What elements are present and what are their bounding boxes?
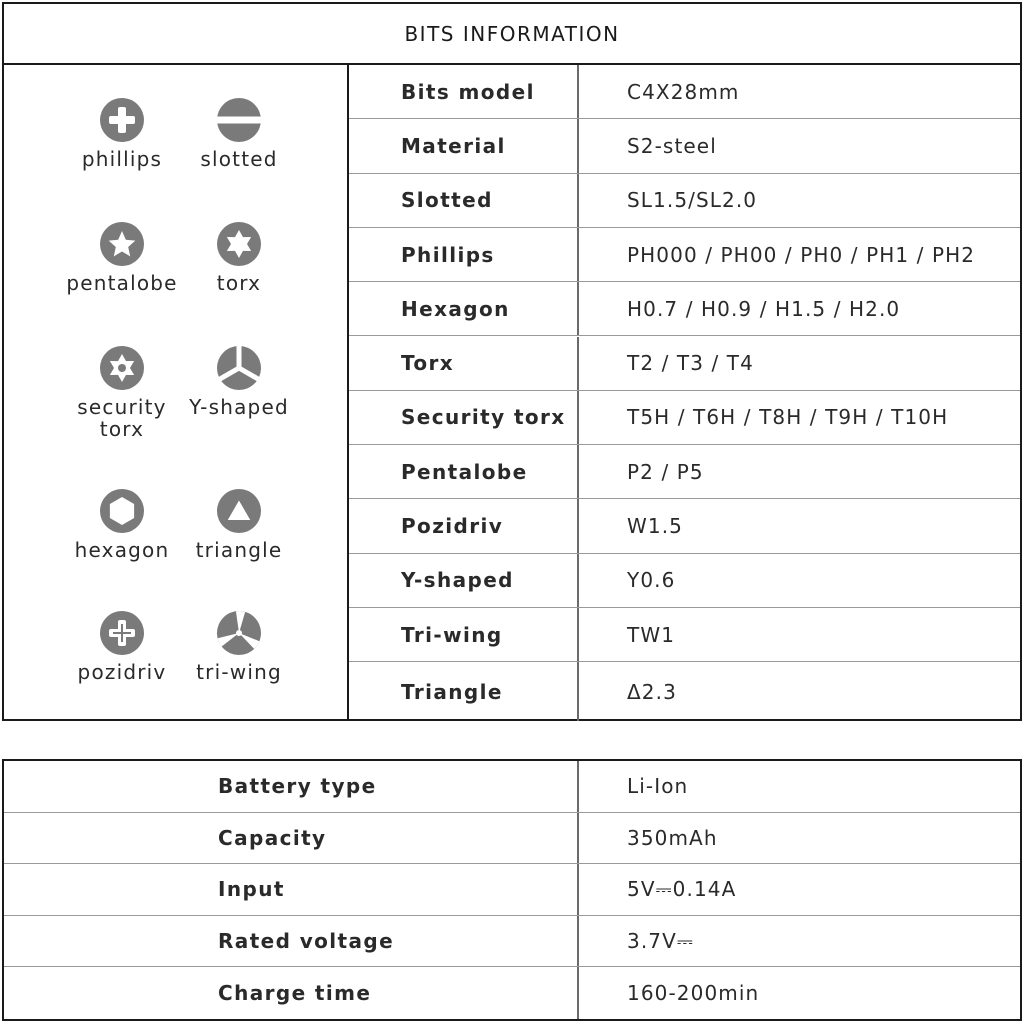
battery-spec-value: 3.7V⎓ xyxy=(627,929,694,954)
bits-spec-key: Torx xyxy=(349,337,579,390)
bits-spec-key: Slotted xyxy=(349,174,579,227)
security-torx-icon xyxy=(100,346,144,390)
bit-icon-slotted xyxy=(174,98,304,170)
bit-icon-label: slotted xyxy=(200,147,278,171)
bit-icon-security-torx xyxy=(57,346,187,440)
bits-spec-key: Phillips xyxy=(349,228,579,281)
bits-spec-value: SL1.5/SL2.0 xyxy=(627,188,758,213)
bits-spec-value: C4X28mm xyxy=(627,79,740,104)
bit-icon-pentalobe xyxy=(57,222,187,294)
bits-spec-value: TW1 xyxy=(627,622,676,647)
bit-icon-pozidriv xyxy=(57,611,187,683)
bits-table-row xyxy=(349,228,1020,282)
bits-spec-key: Tri-wing xyxy=(349,608,579,661)
battery-table-row xyxy=(4,761,1020,813)
bits-information-title: BITS INFORMATION xyxy=(4,4,1020,65)
triangle-icon xyxy=(217,489,261,533)
bits-table-row xyxy=(349,337,1020,391)
battery-table-row xyxy=(4,864,1020,916)
bits-spec-value: PH000 / PH00 / PH0 / PH1 / PH2 xyxy=(627,242,976,267)
bit-icon-tri-wing xyxy=(174,611,304,683)
battery-spec-key: Capacity xyxy=(4,813,579,864)
battery-spec-panel xyxy=(2,759,1022,1021)
bits-spec-key: Material xyxy=(349,119,579,172)
bits-table-row xyxy=(349,391,1020,445)
bits-table-row xyxy=(349,282,1020,336)
bits-table-row xyxy=(349,499,1020,553)
bits-table-row xyxy=(349,119,1020,173)
hexagon-icon xyxy=(100,489,144,533)
bit-icon-label: torx xyxy=(216,271,262,295)
bits-table-row xyxy=(349,554,1020,608)
bits-spec-key: Triangle xyxy=(349,662,579,721)
bit-icon-torx xyxy=(174,222,304,294)
battery-table-row xyxy=(4,916,1020,968)
bits-spec-value: T5H / T6H / T8H / T9H / T10H xyxy=(627,405,949,430)
battery-spec-key: Rated voltage xyxy=(4,916,579,967)
slotted-icon xyxy=(217,98,261,142)
bit-icon-label: tri-wing xyxy=(196,660,282,684)
pentalobe-icon xyxy=(100,222,144,266)
bits-spec-key: Security torx xyxy=(349,391,579,444)
battery-spec-key: Charge time xyxy=(4,967,579,1019)
tri-wing-icon xyxy=(217,611,261,655)
bit-icon-hexagon xyxy=(57,489,187,561)
bits-spec-key: Pentalobe xyxy=(349,445,579,498)
bits-spec-key: Y-shaped xyxy=(349,554,579,607)
bits-spec-value: S2-steel xyxy=(627,133,717,158)
bits-spec-table xyxy=(349,65,1020,719)
bits-spec-value: H0.7 / H0.9 / H1.5 / H2.0 xyxy=(627,296,901,321)
bits-table-row xyxy=(349,662,1020,721)
y-shaped-icon xyxy=(217,346,261,390)
pozidriv-icon xyxy=(100,611,144,655)
battery-spec-key: Battery type xyxy=(4,761,579,812)
battery-spec-value: 350mAh xyxy=(627,825,718,850)
bits-table-row xyxy=(349,174,1020,228)
bit-icon-label: triangle xyxy=(195,538,283,562)
bit-icon-label: hexagon xyxy=(74,538,170,562)
bits-spec-value: P2 / P5 xyxy=(627,459,704,484)
bits-information-panel xyxy=(2,2,1022,721)
bit-icon-phillips xyxy=(57,98,187,170)
bit-icon-y-shaped xyxy=(174,346,304,418)
bit-icon-triangle xyxy=(174,489,304,561)
battery-table-row xyxy=(4,967,1020,1019)
bits-table-row xyxy=(349,445,1020,499)
bits-spec-value: W1.5 xyxy=(627,514,683,539)
bits-spec-key: Pozidriv xyxy=(349,499,579,552)
bits-spec-key: Hexagon xyxy=(349,282,579,335)
bits-table-row xyxy=(349,65,1020,119)
battery-spec-value: Li-Ion xyxy=(627,774,689,799)
battery-spec-key: Input xyxy=(4,864,579,915)
battery-spec-value: 5V⎓0.14A xyxy=(627,877,737,902)
bit-icon-label: pozidriv xyxy=(77,660,167,684)
bits-spec-value: Δ2.3 xyxy=(627,679,677,704)
bit-icon-label: security torx xyxy=(77,395,167,441)
bits-table-row xyxy=(349,608,1020,662)
battery-spec-value: 160-200min xyxy=(627,981,760,1006)
torx-icon xyxy=(217,222,261,266)
bit-icon-grid xyxy=(4,65,349,719)
bits-spec-value: T2 / T3 / T4 xyxy=(627,351,754,376)
battery-table-row xyxy=(4,813,1020,865)
bit-icon-label: Y-shaped xyxy=(189,395,289,419)
bit-icon-label: pentalobe xyxy=(66,271,178,295)
bits-spec-key: Bits model xyxy=(349,65,579,118)
bit-icon-label: phillips xyxy=(81,147,163,171)
phillips-icon xyxy=(100,98,144,142)
bits-spec-value: Y0.6 xyxy=(627,568,676,593)
